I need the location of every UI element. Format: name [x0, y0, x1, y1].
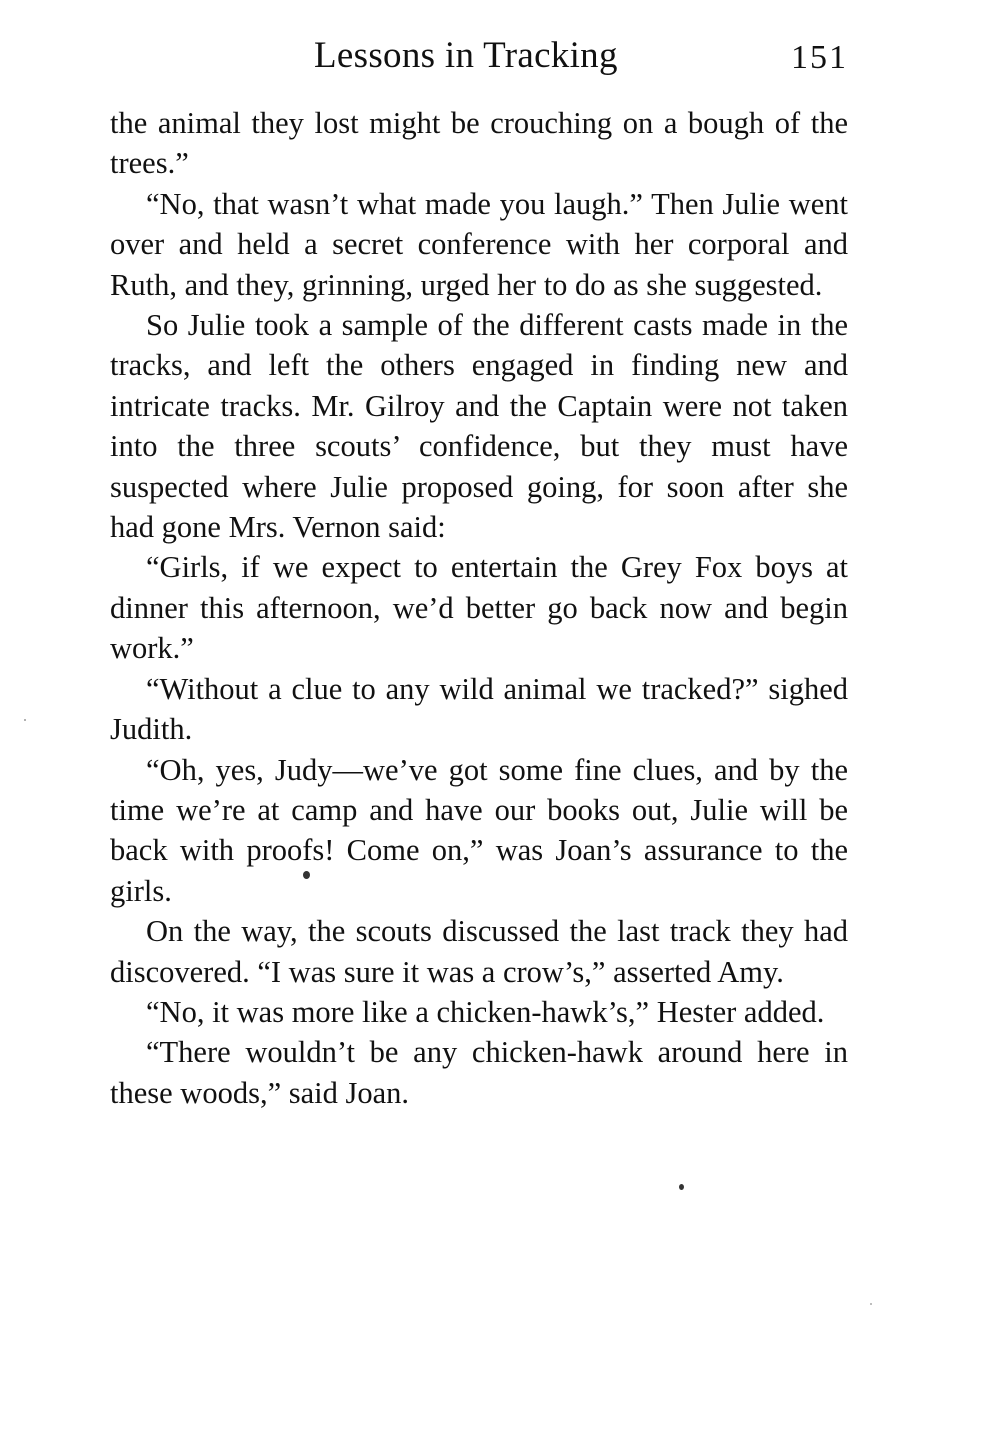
paragraph: “Girls, if we expect to entertain the Grey Fox boys at dinner this afternoon, we’d better go back now and begin work.” — [110, 550, 848, 666]
paragraph: “Without a clue to any wild animal we tracked?” sighed Judith. — [110, 671, 848, 747]
page-header — [110, 30, 848, 86]
paragraph: So Julie took a sample of the different casts made in the tracks, and left the others engaged in finding new and intricate tracks. Mr. Gilroy and the Captain were not taken into the three scouts’ confidence, but they must have suspected where Julie proposed going, for soon after she had gone Mrs. Vernon said: — [110, 308, 848, 545]
paragraph: “There wouldn’t be any chicken-hawk around here in these woods,” said Joan. — [110, 1035, 848, 1110]
print-speck — [303, 871, 310, 879]
paragraph: “Oh, yes, Judy—we’ve got some fine clues, and by the time we’re at camp and have our books out, Julie will be back with proofs! Come on,” was Joan’s assurance to the girls. — [110, 752, 848, 908]
paragraph: the animal they lost might be crouching on a bough of the trees.” — [110, 106, 848, 181]
body-text — [110, 103, 848, 1113]
print-speck — [679, 1184, 684, 1190]
print-speck — [24, 719, 26, 721]
print-speck — [870, 1303, 872, 1305]
paragraph: On the way, the scouts discussed the last track they had discovered. “I was sure it was a crow’s,” asserted Amy. — [110, 914, 848, 989]
paragraph: “No, that wasn’t what made you laugh.” Then Julie went over and held a secret conference with her corporal and Ruth, and they, grinning, urged her to do as she suggested. — [110, 186, 848, 302]
page-number: 151 — [791, 39, 848, 76]
running-title: Lessons in Tracking — [314, 35, 618, 76]
paragraph: “No, it was more like a chicken-hawk’s,” Hester added. — [146, 994, 825, 1029]
